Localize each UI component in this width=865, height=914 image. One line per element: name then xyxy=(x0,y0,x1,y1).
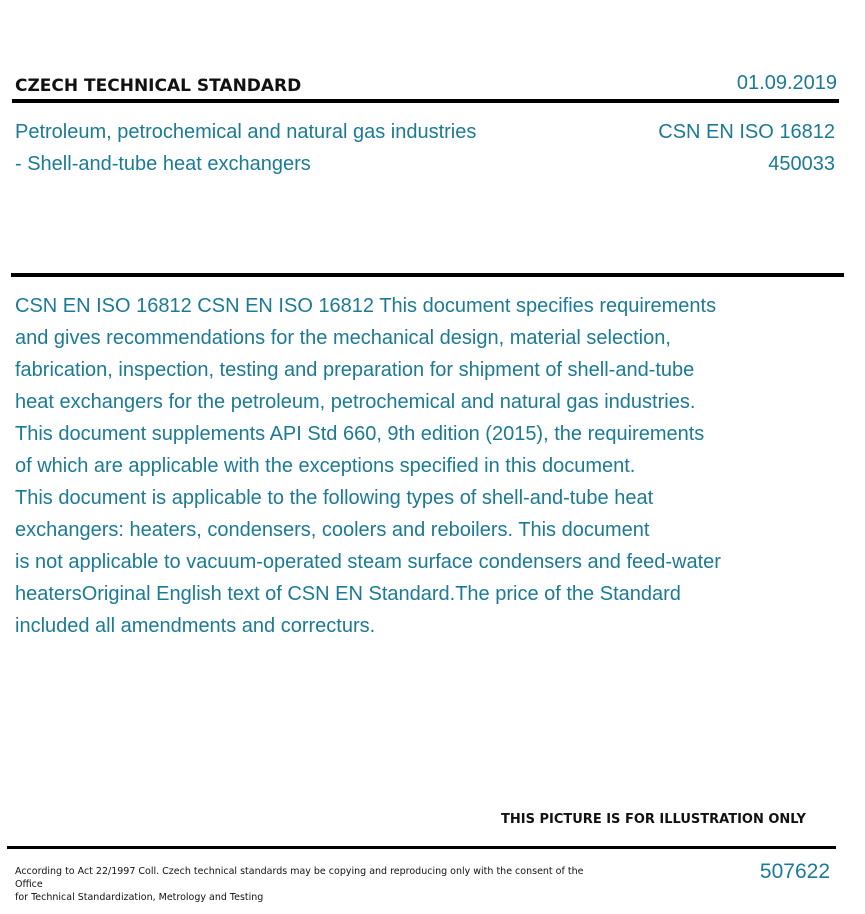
standard-identifiers xyxy=(658,116,835,180)
standard-title-line-1: Petroleum, petrochemical and natural gas industries xyxy=(15,121,477,143)
standard-title-line-2: - Shell-and-tube heat exchangers xyxy=(15,153,311,175)
section-divider xyxy=(11,273,844,277)
standard-code: CSN EN ISO 16812 xyxy=(658,121,835,143)
document-header-title: CZECH TECHNICAL STANDARD xyxy=(15,76,302,96)
publication-date: 01.09.2019 xyxy=(736,72,837,94)
header-divider xyxy=(12,99,839,103)
illustration-note: THIS PICTURE IS FOR ILLUSTRATION ONLY xyxy=(501,812,806,827)
classification-number: 450033 xyxy=(768,153,835,175)
legal-notice xyxy=(15,865,585,904)
footer-divider xyxy=(7,846,836,849)
standard-description: CSN EN ISO 16812 CSN EN ISO 16812 This document specifies requirements and gives recommendations for the mechanical design, material selection, fabrication, inspection, testing and preparation for shipment of shell-and-tube heat exchangers for the petroleum, petrochemical and natural gas industries. This document supplements API Std 660, 9th edition (2015), the requirements of which are applicable with the exceptions specified in this document. This document is applicable to the following types of shell-and-tube heat exchangers: heaters, condensers, coolers and reboilers. This document is not applicable to vacuum-operated steam surface condensers and feed-water heatersOriginal English text of CSN EN Standard.The price of the Standard included all amendments and correcturs. xyxy=(15,295,721,637)
document-number: 507622 xyxy=(759,860,830,883)
standard-title xyxy=(15,116,476,180)
legal-notice-line-2: for Technical Standardization, Metrology and Testing xyxy=(15,892,264,903)
legal-notice-line-1: According to Act 22/1997 Coll. Czech technical standards may be copying and reproducing only with the consent of the Office xyxy=(15,866,584,890)
